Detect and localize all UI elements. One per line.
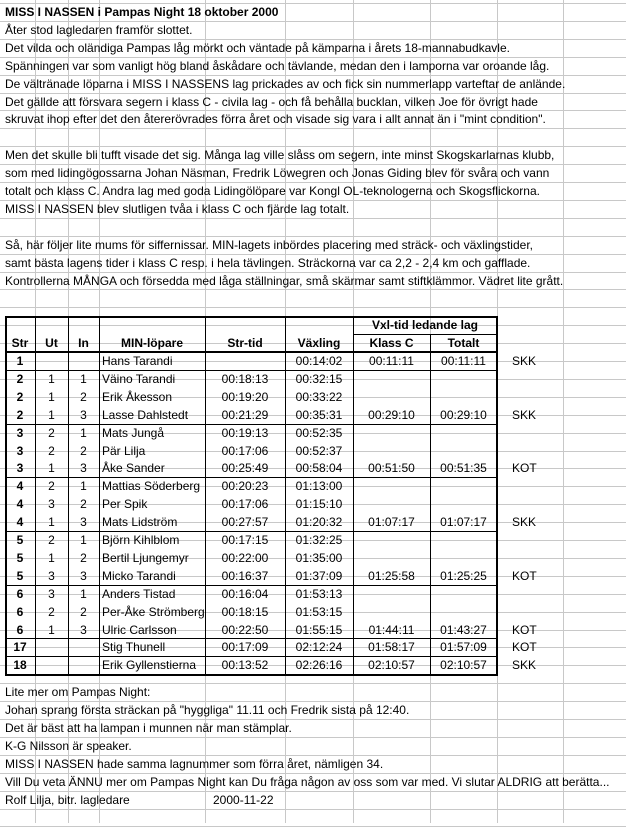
intro-line: Det gällde att försvara segern i klass C - civila lag - och få behålla bucklan, vilken Joe för övrigt hade	[5, 94, 538, 109]
outro-line: Det är bäst att ha lampan i munnen när man stämplar.	[5, 721, 292, 735]
table-cell-str: 6	[16, 604, 24, 619]
grid-line	[0, 164, 626, 165]
table-cell-vaxling: 01:20:32	[295, 515, 343, 530]
outro-line: Vill Du veta ÄNNU mer om Pampas Night kan Du fråga någon av oss som var med. Vi slutar ALDRIG att berätta...	[5, 774, 610, 789]
table-border	[5, 370, 497, 371]
grid-line	[0, 182, 626, 183]
table-cell-vaxling: 01:53:15	[295, 604, 343, 619]
grid-line	[0, 325, 626, 326]
grid-line	[0, 200, 626, 201]
table-cell-in: 1	[80, 425, 87, 440]
table-cell-vaxling: 01:55:15	[295, 622, 343, 637]
table-cell-name: Björn Kihlblom	[102, 533, 180, 547]
table-cell-totalt: 01:57:09	[440, 640, 487, 655]
table-cell-strtid: 00:20:23	[221, 479, 269, 494]
signature: Rolf Lilja, bitr. lagledare	[5, 792, 130, 807]
outro-line: Lite mer om Pampas Night:	[5, 685, 151, 700]
table-cell-strtid: 00:13:52	[221, 658, 269, 673]
table-cell-strtid: 00:17:15	[221, 533, 269, 547]
table-cell-strtid: 00:16:04	[221, 586, 269, 601]
table-cell-name: Mats Lidström	[102, 515, 178, 530]
table-cell-name: Väino Tarandi	[102, 371, 176, 386]
table-cell-name: Per Spik	[102, 497, 148, 512]
table-cell-ut: 2	[48, 479, 55, 494]
table-cell-in: 2	[80, 443, 87, 458]
table-cell-in: 3	[80, 515, 87, 530]
table-cell-name: Erik Gyllenstierna	[102, 658, 197, 673]
grid-line	[0, 21, 626, 22]
table-cell-str: 6	[16, 586, 24, 601]
paragraph-line: MISS I NASSEN blev slutligen tvåa i klass C och fjärde lag totalt.	[5, 201, 350, 216]
table-cell-club: KOT	[512, 461, 537, 476]
table-border	[5, 638, 497, 639]
table-cell-ut: 1	[48, 407, 55, 422]
table-cell-klassc: 00:51:50	[368, 461, 415, 476]
intro-line: Åter stod lagledaren framför slottet.	[5, 22, 193, 37]
group-header: Vxl-tid ledande lag	[371, 318, 479, 333]
table-cell-strtid: 00:17:06	[221, 497, 269, 512]
table-cell-vaxling: 00:14:02	[295, 354, 343, 368]
table-cell-ut: 3	[48, 586, 55, 601]
table-border	[5, 351, 497, 353]
paragraph-line: som med lidingögossarna Johan Näsman, Fredrik Löwegren och Jonas Giding blev för svåra och vann	[5, 166, 550, 181]
table-cell-vaxling: 01:53:13	[295, 586, 343, 601]
table-cell-ut: 3	[48, 497, 55, 512]
grid-line	[0, 110, 626, 111]
table-cell-ut: 2	[48, 604, 55, 619]
table-cell-vaxling: 01:32:25	[295, 533, 343, 547]
table-border	[5, 656, 497, 657]
table-cell-str: 17	[13, 640, 27, 655]
grid-line	[0, 93, 626, 94]
table-cell-strtid: 00:27:57	[221, 515, 269, 530]
table-border	[5, 531, 497, 532]
table-cell-club: KOT	[512, 568, 537, 583]
grid-line	[0, 737, 626, 738]
column-header: MIN-löpare	[120, 336, 183, 351]
table-cell-str: 2	[16, 371, 24, 386]
table-cell-name: Lasse Dahlstedt	[102, 407, 189, 422]
intro-line: Det vilda och oländiga Pampas låg mörkt och väntade på kämparna i årets 18-mannabudkavle.	[5, 40, 510, 55]
table-cell-str: 3	[16, 443, 24, 458]
table-cell-klassc: 01:07:17	[368, 515, 415, 530]
grid-line	[0, 755, 626, 756]
table-border	[5, 316, 497, 318]
table-cell-totalt: 02:10:57	[440, 658, 487, 673]
table-cell-in: 3	[80, 407, 87, 422]
table-cell-vaxling: 00:52:37	[295, 443, 343, 458]
table-cell-club: SKK	[512, 354, 537, 368]
grid-line	[0, 57, 626, 58]
table-cell-ut: 1	[48, 461, 55, 476]
grid-line	[0, 719, 626, 720]
paragraph-line: Men det skulle bli tufft visade det sig. Många lag ville slåss om segern, inte minst Skogskarlarnas klubb,	[5, 148, 555, 163]
table-cell-ut: 2	[48, 533, 55, 547]
table-cell-vaxling: 02:26:16	[295, 658, 343, 673]
grid-line	[0, 39, 626, 40]
table-border	[430, 334, 431, 674]
table-cell-str: 4	[16, 479, 24, 494]
table-cell-totalt: 00:51:35	[440, 461, 487, 476]
table-cell-name: Erik Åkesson	[102, 389, 173, 404]
table-cell-ut: 3	[48, 568, 55, 583]
table-cell-club: KOT	[512, 622, 537, 637]
grid-line	[0, 218, 626, 219]
grid-line	[0, 791, 626, 792]
table-cell-name: Bertil Ljungemyr	[102, 550, 189, 565]
table-cell-totalt: 00:11:11	[441, 354, 486, 368]
table-cell-ut: 1	[48, 389, 55, 404]
table-cell-klassc: 00:29:10	[368, 407, 415, 422]
grid-line	[0, 236, 626, 237]
grid-line	[0, 272, 626, 273]
table-cell-strtid: 00:17:06	[221, 443, 269, 458]
table-cell-name: Hans Tarandi	[102, 354, 173, 368]
table-cell-in: 3	[80, 568, 87, 583]
table-cell-vaxling: 00:52:35	[295, 425, 343, 440]
intro-line: Spänningen var som vanligt hög bland åskådare och tävlande, medan den i lamporna var oroande låg.	[5, 58, 550, 73]
table-cell-vaxling: 00:58:04	[295, 461, 343, 476]
table-cell-vaxling: 01:13:00	[295, 479, 343, 494]
table-border	[5, 585, 497, 586]
intro-line: De vältränade löparna i MISS I NASSENS lag prickades av och fick sin nummerlapp varteftar de anlände.	[5, 76, 566, 91]
table-cell-name: Mats Jungå	[102, 425, 165, 440]
table-cell-klassc: 02:10:57	[368, 658, 415, 673]
table-cell-str: 5	[16, 568, 24, 583]
table-cell-str: 2	[16, 389, 24, 404]
column-header: Växling	[297, 336, 341, 351]
outro-line: MISS I NASSEN hade samma lagnummer som förra året, nämligen 34.	[5, 756, 384, 771]
table-cell-name: Micko Tarandi	[102, 568, 176, 583]
table-cell-in: 3	[80, 461, 87, 476]
table-border	[5, 424, 497, 425]
table-cell-totalt: 01:25:25	[440, 568, 487, 583]
column-header: Klass C	[369, 336, 414, 351]
table-cell-ut: 2	[48, 443, 55, 458]
table-cell-strtid: 00:22:00	[221, 550, 269, 565]
table-cell-str: 3	[16, 461, 24, 476]
table-cell-in: 1	[80, 586, 87, 601]
table-cell-vaxling: 00:35:31	[295, 407, 343, 422]
grid-line	[0, 3, 626, 4]
table-cell-in: 2	[80, 604, 87, 619]
page-title: MISS I NASSEN i Pampas Night 18 oktober 2000	[5, 5, 279, 19]
table-cell-totalt: 01:07:17	[440, 515, 487, 530]
table-cell-strtid: 00:22:50	[221, 622, 269, 637]
grid-line	[0, 809, 626, 810]
table-cell-str: 6	[16, 622, 24, 637]
table-cell-str: 5	[16, 550, 24, 565]
outro-line: K-G Nilsson är speaker.	[5, 738, 132, 753]
table-cell-in: 1	[80, 533, 87, 547]
table-cell-club: SKK	[512, 407, 537, 422]
grid-line	[0, 307, 626, 308]
table-cell-totalt: 01:43:27	[440, 622, 487, 637]
table-border	[353, 334, 497, 335]
grid-line	[0, 701, 626, 702]
table-cell-strtid: 00:25:49	[221, 461, 269, 476]
table-cell-in: 1	[80, 479, 87, 494]
grid-line	[563, 0, 564, 823]
table-cell-name: Åke Sander	[102, 461, 165, 476]
table-cell-ut: 1	[48, 371, 55, 386]
table-cell-name: Anders Tistad	[102, 586, 176, 601]
table-cell-in: 3	[80, 622, 87, 637]
table-cell-name: Per-Åke Strömberg	[102, 604, 205, 619]
table-cell-ut: 1	[48, 515, 55, 530]
table-cell-club: SKK	[512, 515, 537, 530]
grid-line	[0, 254, 626, 255]
table-cell-str: 18	[13, 658, 27, 673]
table-cell-club: SKK	[512, 658, 537, 673]
table-cell-strtid: 00:16:37	[221, 568, 269, 583]
table-cell-str: 4	[16, 515, 24, 530]
column-header: Totalt	[447, 336, 480, 351]
paragraph-line: Kontrollerna MÅNGA och försedda med låga ställningar, små skärmar samt stiftklämmor. Vädret lite grått.	[5, 273, 564, 288]
table-cell-ut: 1	[48, 622, 55, 637]
table-cell-str: 4	[16, 497, 24, 512]
column-header: Str	[11, 336, 29, 351]
table-cell-in: 2	[80, 497, 87, 512]
table-cell-str: 1	[16, 354, 24, 368]
table-cell-vaxling: 00:33:22	[295, 389, 343, 404]
paragraph-line: Så, här följer lite mums för siffernissar. MIN-lagets inbördes placering med sträck- och växlingstider,	[5, 237, 533, 252]
table-cell-in: 1	[80, 371, 87, 386]
intro-line: skruvat ihop efter det den återerövrades förra året och visade sig vara i allt annat än i "mint condition".	[5, 112, 546, 127]
paragraph-line: samt bästa lagens tider i klass C resp. i hela tävlingen. Sträckorna var ca 2,2 - 2,4 km och gafflade.	[5, 255, 531, 270]
table-cell-ut: 1	[48, 550, 55, 565]
table-cell-club: KOT	[512, 640, 537, 655]
grid-line	[0, 289, 626, 290]
table-border	[5, 674, 497, 676]
grid-line	[0, 128, 626, 129]
date: 2000-11-22	[213, 792, 274, 807]
table-cell-strtid: 00:19:20	[221, 389, 269, 404]
table-border	[5, 477, 497, 478]
table-cell-vaxling: 00:32:15	[295, 371, 343, 386]
table-cell-name: Ulric Carlsson	[102, 622, 177, 637]
table-cell-name: Pär Lilja	[102, 443, 146, 458]
table-cell-str: 2	[16, 407, 24, 422]
column-header: Ut	[45, 336, 58, 351]
table-cell-in: 2	[80, 550, 87, 565]
column-header: Str-tid	[227, 336, 263, 351]
table-cell-vaxling: 01:37:09	[295, 568, 343, 583]
table-cell-str: 3	[16, 425, 24, 440]
table-cell-klassc: 01:25:58	[368, 568, 415, 583]
table-cell-vaxling: 01:35:00	[295, 550, 343, 565]
table-cell-strtid: 00:18:13	[221, 371, 269, 386]
table-cell-strtid: 00:21:29	[221, 407, 269, 422]
table-cell-klassc: 01:44:11	[368, 622, 415, 637]
table-cell-name: Stig Thunell	[102, 640, 166, 655]
table-cell-strtid: 00:19:13	[221, 425, 269, 440]
table-cell-vaxling: 01:15:10	[295, 497, 343, 512]
grid-line	[0, 146, 626, 147]
table-cell-name: Mattias Söderberg	[102, 479, 201, 494]
table-cell-strtid: 00:17:09	[221, 640, 269, 655]
table-cell-in: 2	[80, 389, 87, 404]
grid-line	[0, 75, 626, 76]
table-cell-klassc: 01:58:17	[368, 640, 415, 655]
table-cell-str: 5	[16, 533, 24, 547]
table-cell-totalt: 00:29:10	[440, 407, 487, 422]
table-cell-ut: 2	[48, 425, 55, 440]
table-cell-klassc: 00:11:11	[369, 354, 414, 368]
grid-line	[0, 683, 626, 684]
paragraph-line: totalt och klass C. Andra lag med goda Lidingölöpare var Kongl OL-teknologerna och Skogsflickorna.	[5, 184, 540, 198]
outro-line: Johan sprang första sträckan på "hyggliga" 11.11 och Fredrik sista på 12:40.	[5, 703, 410, 718]
table-cell-vaxling: 02:12:24	[295, 640, 343, 655]
grid-line	[0, 773, 626, 774]
table-cell-strtid: 00:18:15	[221, 604, 269, 619]
column-header: In	[78, 336, 89, 351]
